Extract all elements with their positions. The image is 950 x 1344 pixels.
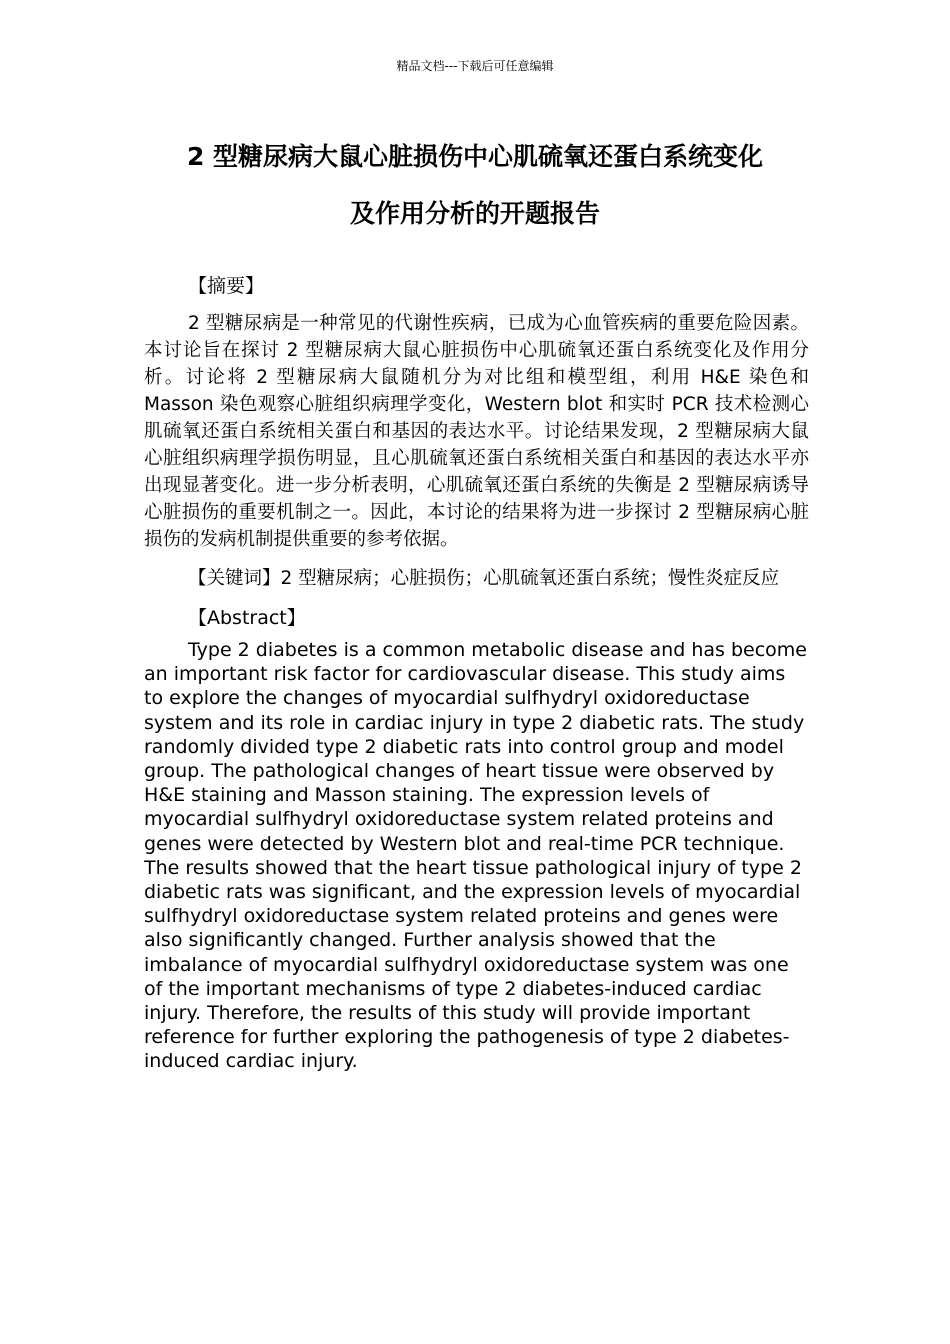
document-body <box>144 272 809 1074</box>
abstract-en-text: Type 2 diabetes is a common metabolic disease and has become an important risk factor for cardiovascular disease. This study aims to explore the changes of myocardial sulfhydryl oxidoreductase system and its role in cardiac injury in type 2 diabetic rats. The study randomly divided type 2 diabetic rats into control group and model group. The pathological changes of heart tissue were observed by H&E staining and Masson staining. The expression levels of myocardial sulfhydryl oxidoreductase system related proteins and genes were detected by Western blot and real-time PCR technique. The results showed that the heart tissue pathological injury of type 2 diabetic rats was significant, and the expression levels of myocardial sulfhydryl oxidoreductase system related proteins and genes were also significantly changed. Further analysis showed that the imbalance of myocardial sulfhydryl oxidoreductase system was one of the important mechanisms of type 2 diabetes-induced cardiac injury. Therefore, the results of this study will provide important reference for further exploring the pathogenesis of type 2 diabetes-induced cardiac injury. <box>144 639 807 1073</box>
abstract-zh-label: 【摘要】 <box>188 275 265 297</box>
abstract-zh-text: 2 型糖尿病是一种常见的代谢性疾病，已成为心血管疾病的重要危险因素。本讨论旨在探讨 2 型糖尿病大鼠心脏损伤中心肌硫氧还蛋白系统变化及作用分析。讨论将 2 型糖尿病大鼠随机分为对比组和模型组，利用 H&E 染色和 Masson 染色观察心脏组织病理学变化，Western blot 和实时 PCR 技术检测心肌硫氧还蛋白系统相关蛋白和基因的表达水平。讨论结果发现，2 型糖尿病大鼠心脏组织病理学损伤明显，且心肌硫氧还蛋白系统相关蛋白和基因的表达水平亦出现显著变化。进一步分析表明，心肌硫氧还蛋白系统的失衡是 2 型糖尿病诱导心脏损伤的重要机制之一。因此，本讨论的结果将为进一步探讨 2 型糖尿病心脏损伤的发病机制提供重要的参考依据。 <box>144 313 809 550</box>
document-title-line-1: 2 型糖尿病大鼠心脏损伤中心肌硫氧还蛋白系统变化 <box>186 142 764 171</box>
document-title-line-2: 及作用分析的开题报告 <box>349 199 600 228</box>
keywords <box>144 565 809 592</box>
keywords-text: 2 型糖尿病；心脏损伤；心肌硫氧还蛋白系统；慢性炎症反应 <box>280 568 780 589</box>
page-header-note: 精品文档---下载后可任意编辑 <box>396 59 554 73</box>
keywords-label: 【关键词】 <box>188 568 281 589</box>
abstract-en-label: 【Abstract】 <box>188 607 306 629</box>
